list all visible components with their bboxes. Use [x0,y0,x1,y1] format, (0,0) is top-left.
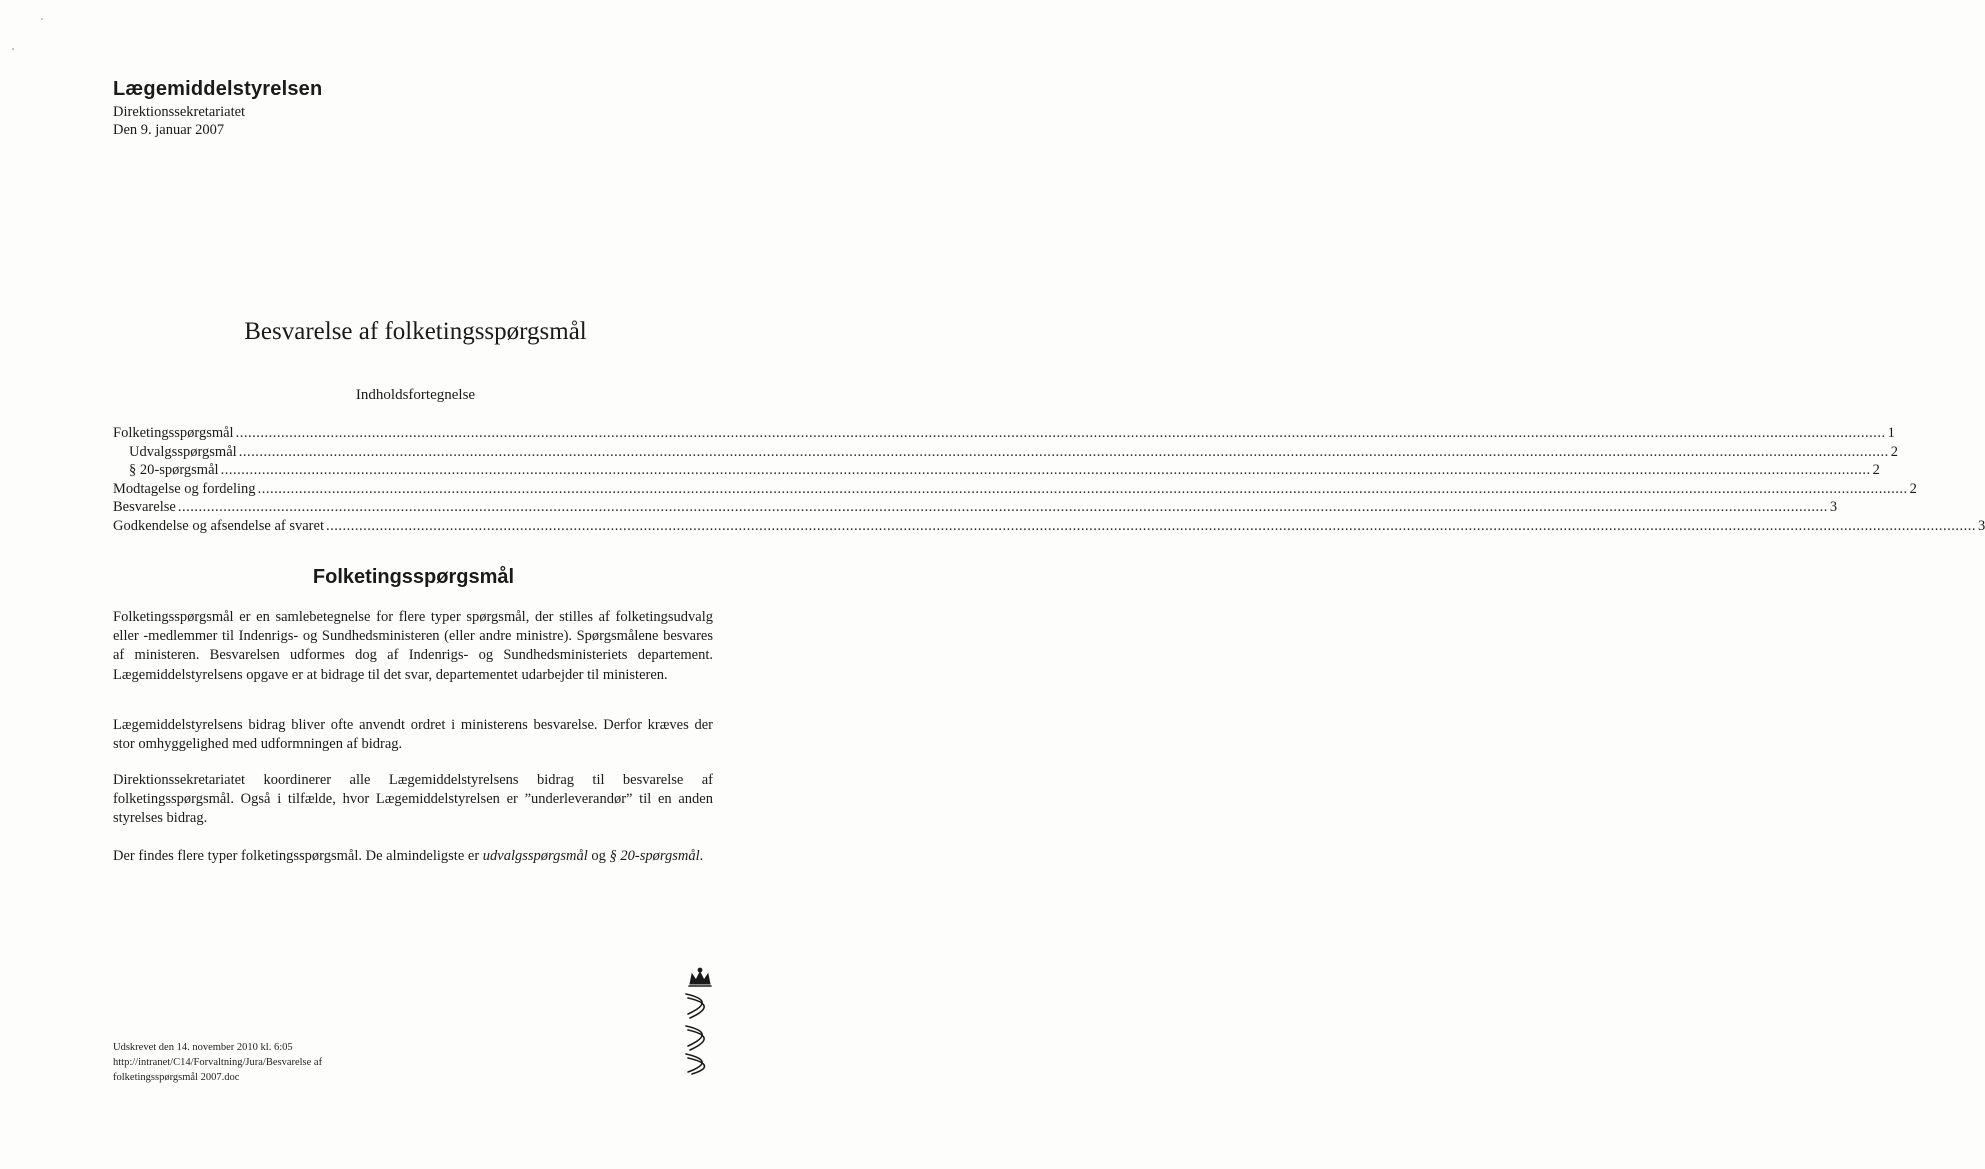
table-of-contents [113,424,1985,536]
term-paragraf-20: § 20-spørgsmål [609,848,700,864]
document-date: Den 9. januar 2007 [113,122,225,138]
toc-entry-page: 3 [1977,517,1985,534]
toc-leader-dots: ................................................................................................................................................................................................................................................................................................................................................................................................................ [177,499,1828,516]
toc-entry-label: Modtagelse og fordeling [113,480,256,497]
paragraph-text: . [699,848,704,864]
body-paragraph-types [113,847,713,866]
crown-logo-icon [678,966,722,1076]
toc-entry-page: 1 [1887,425,1895,441]
toc-entry-label: Udvalgsspørgsmål [129,443,237,460]
toc-entry-page: 2 [1909,480,1917,497]
file-path-line-2: folketingsspørgsmål 2007.doc [113,1072,240,1084]
print-timestamp: Udskrevet den 14. november 2010 kl. 6:05 [113,1042,293,1053]
toc-entry-page: 2 [1872,462,1880,479]
toc-leader-dots: ................................................................................................................................................................................................................................................................................................................................................................................................................ [257,480,1908,497]
toc-entry-page: 2 [1890,443,1898,460]
body-paragraph: Direktionssekretariatet koordinerer alle Lægemiddelstyrelsens bidrag til besvarelse af folketingsspørgsmål. Også i tilfælde, hvor Lægemiddelstyrelsen er ”underleverandør” til en anden styrelses bidrag. [113,772,713,827]
section-heading: Folketingsspørgsmål [312,566,515,588]
toc-entry-page: 3 [1829,499,1838,516]
scan-speck [12,48,14,50]
toc-entry-label: Godkendelse og afsendelse af svaret [113,517,324,534]
body-paragraph: Lægemiddelstyrelsens bidrag bliver ofte anvendt ordret i ministerens besvarelse. Derfor kræves der stor omhyggelighed med udformningen af bidrag. [113,717,713,753]
toc-leader-dots: ................................................................................................................................................................................................................................................................................................................................................................................................................ [325,517,1976,534]
toc-entry[interactable] [113,443,1898,462]
print-footer [113,1040,322,1086]
toc-entry[interactable] [113,517,1985,536]
toc-entry[interactable] [113,424,1895,443]
document-title: Besvarelse af folketingsspørgsmål [244,318,587,345]
paragraph-text: og [587,848,610,864]
term-udvalgsspoergsmaal: udvalgsspørgsmål [482,848,588,864]
toc-leader-dots: ................................................................................................................................................................................................................................................................................................................................................................................................................ [235,425,1886,441]
body-paragraph: Folketingsspørgsmål er en samlebetegnelse for flere typer spørgsmål, der stilles af folketingsudvalg eller -medlemmer til Indenrigs- og Sundhedsministeren (eller andre ministre). Spørgsmålene besvares af ministeren. Besvarelsen udformes dog af Indenrigs- og Sundhedsministeriets departement. Lægemiddelstyrelsens opgave er at bidrage til det svar, departementet udarbejder til ministeren. [113,609,713,683]
toc-leader-dots: ................................................................................................................................................................................................................................................................................................................................................................................................................ [220,462,1871,479]
file-path-line-1: http://intranet/C14/Forvaltning/Jura/Besvarelse af [113,1057,323,1069]
toc-heading: Indholdsfortegnelse [355,387,476,403]
organization-name: Lægemiddelstyrelsen [113,78,323,100]
scan-speck [41,18,43,20]
toc-entry-label: Besvarelse [113,499,176,516]
toc-entry-label: § 20-spørgsmål [129,462,219,479]
toc-entry[interactable] [113,480,1917,499]
toc-entry[interactable] [113,498,1838,517]
toc-entry[interactable] [113,461,1880,480]
toc-leader-dots: ................................................................................................................................................................................................................................................................................................................................................................................................................ [238,443,1889,460]
toc-entry-label: Folketingsspørgsmål [113,425,234,441]
paragraph-text: Der findes flere typer folketingsspørgsmål. De almindeligste er [113,848,483,864]
department-name: Direktionssekretariatet [113,104,246,120]
